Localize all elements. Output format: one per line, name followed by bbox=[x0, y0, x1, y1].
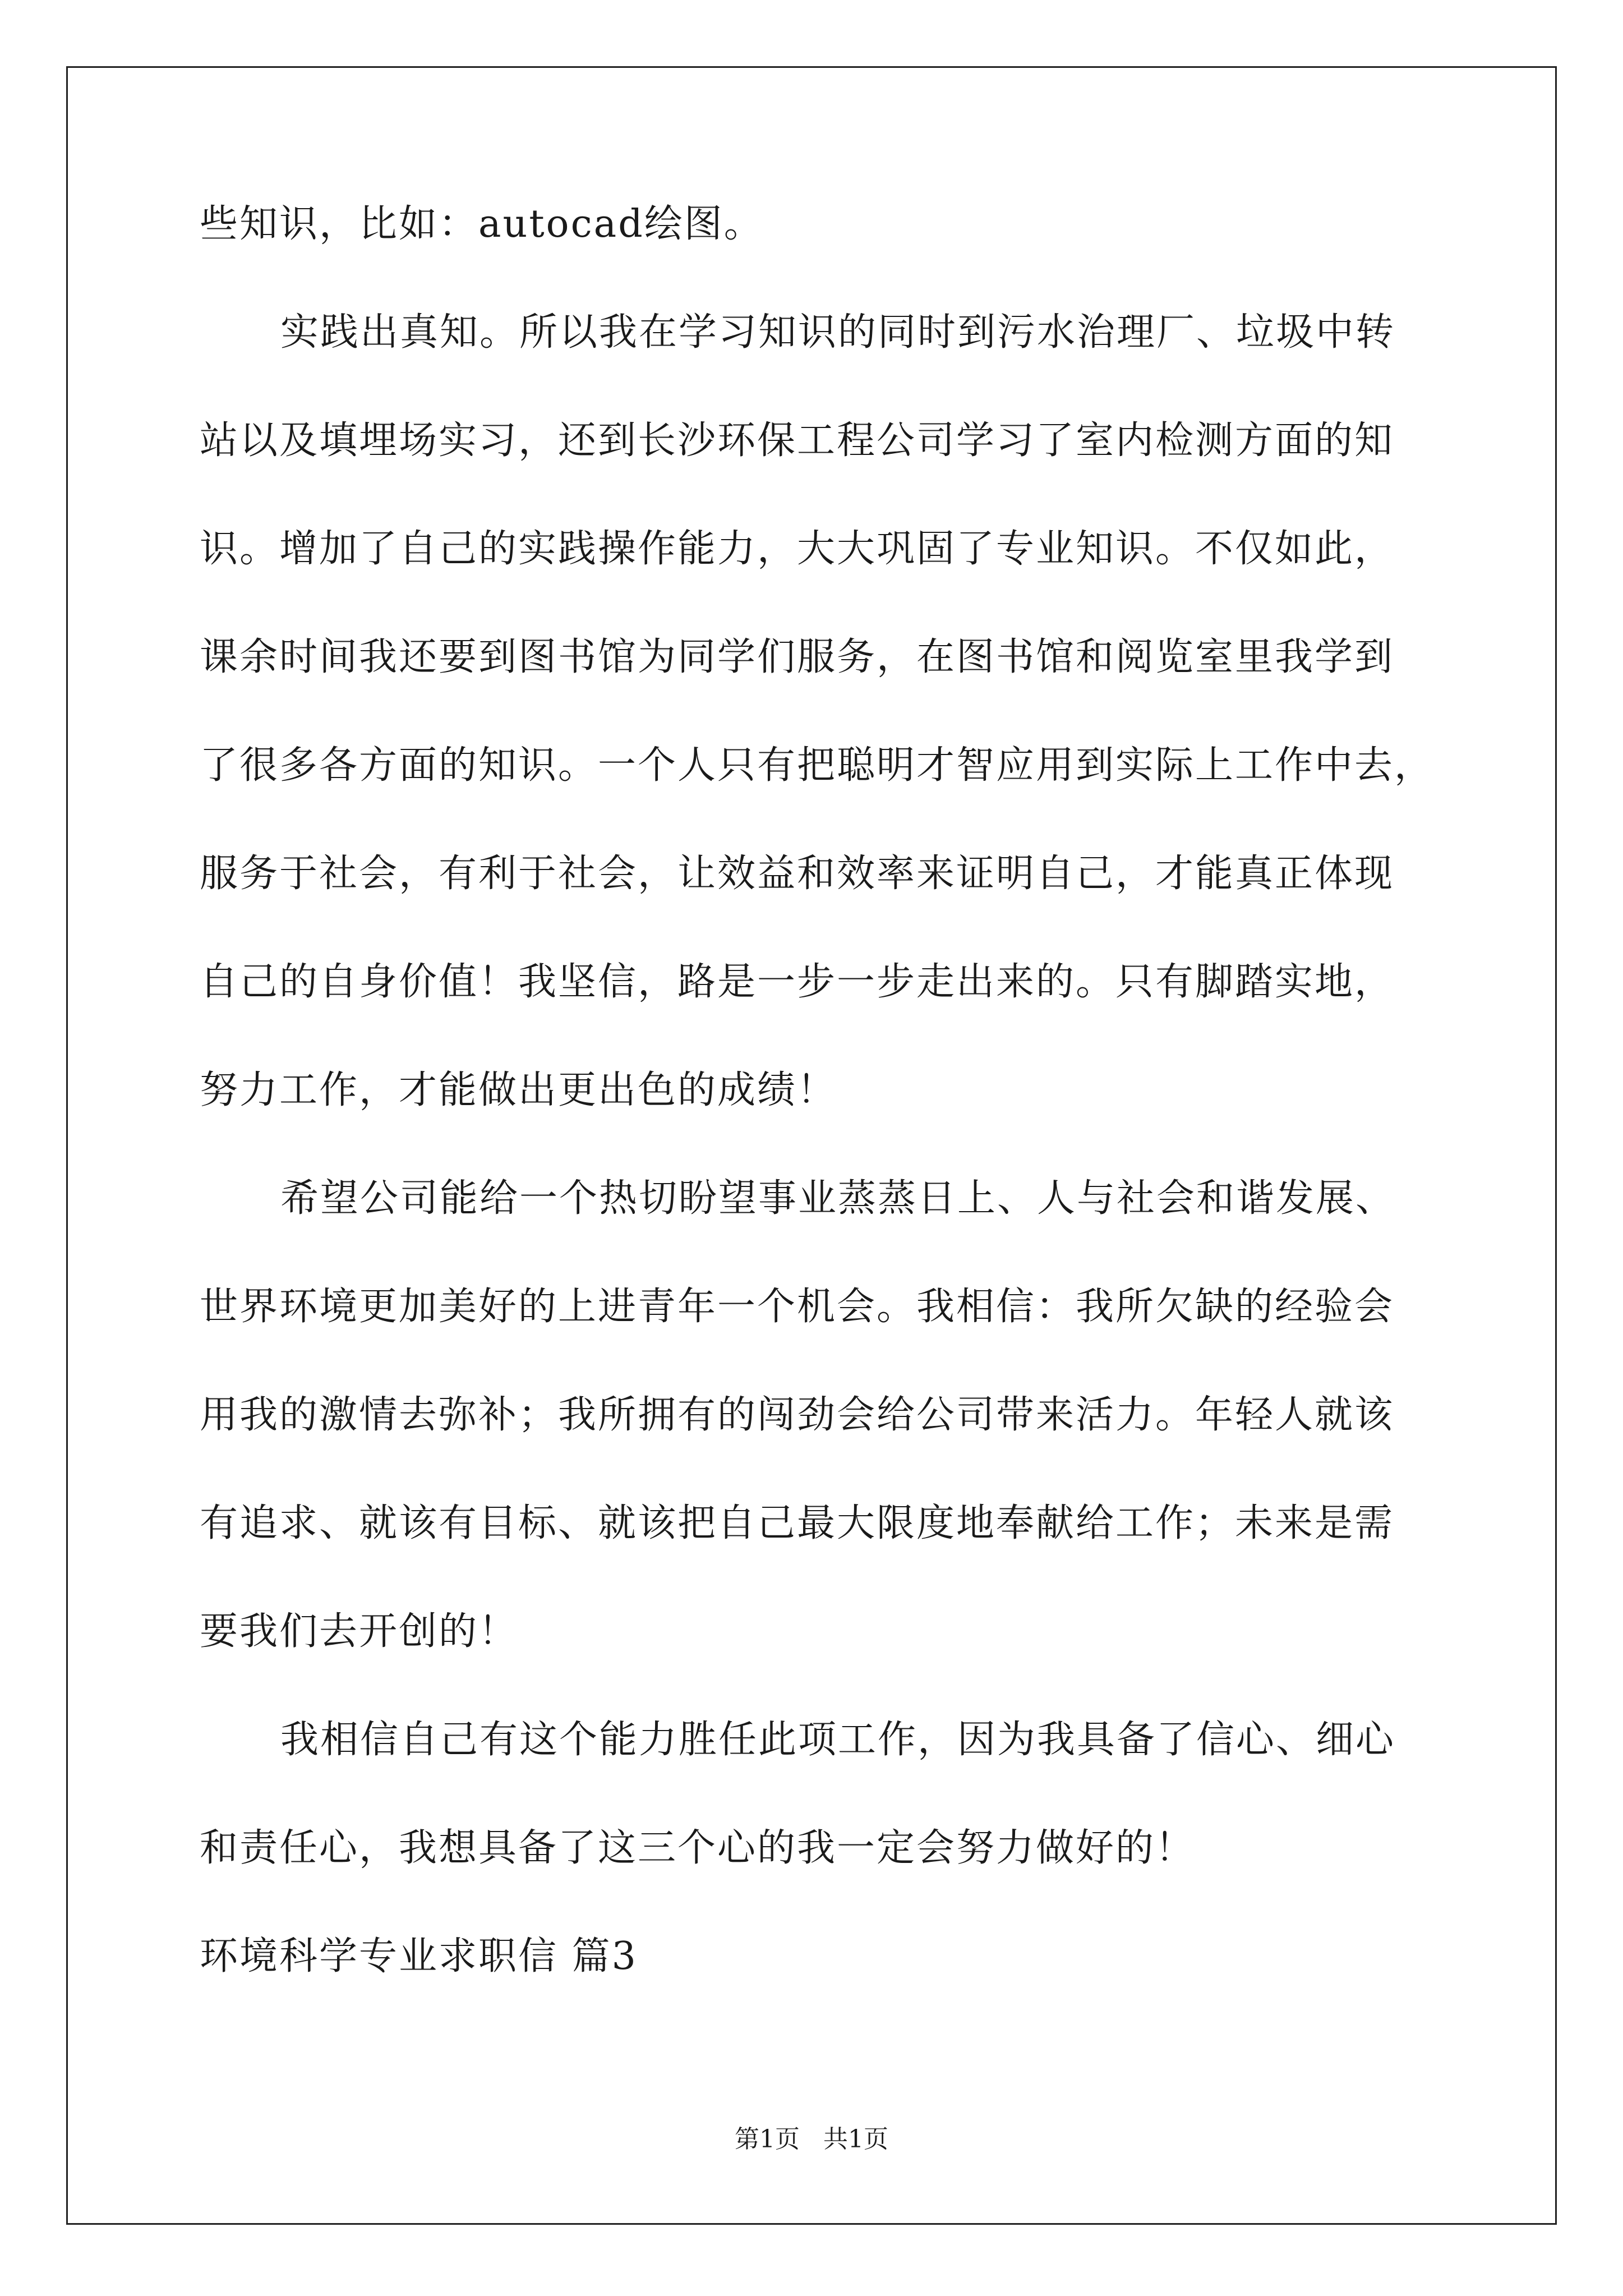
paragraph-start-line: 我相信自己有这个能力胜任此项工作，因为我具备了信心、细心 bbox=[280, 1718, 1396, 1762]
page-border bbox=[66, 66, 1557, 2225]
paragraph-start-line: 实践出真知。所以我在学习知识的同时到污水治理厂、垃圾中转 bbox=[280, 310, 1396, 355]
text-line: 些知识，比如：autocad绘图。 bbox=[200, 202, 764, 246]
text-line: 世界环境更加美好的上进青年一个机会。我相信：我所欠缺的经验会 bbox=[200, 1285, 1395, 1329]
text-line: 努力工作，才能做出更出色的成绩！ bbox=[200, 1068, 837, 1112]
section-heading: 环境科学专业求职信 篇3 bbox=[200, 1934, 638, 1978]
text-line: 识。增加了自己的实践操作能力，大大巩固了专业知识。不仅如此， bbox=[200, 527, 1395, 571]
text-line: 站以及填埋场实习，还到长沙环保工程公司学习了室内检测方面的知 bbox=[200, 418, 1395, 463]
paragraph-start-line: 希望公司能给一个热切盼望事业蒸蒸日上、人与社会和谐发展、 bbox=[280, 1176, 1396, 1221]
text-line: 课余时间我还要到图书馆为同学们服务，在图书馆和阅览室里我学到 bbox=[200, 635, 1395, 679]
text-line: 了很多各方面的知识。一个人只有把聪明才智应用到实际上工作中去， bbox=[200, 743, 1435, 788]
text-line: 服务于社会，有利于社会，让效益和效率来证明自己，才能真正体现 bbox=[200, 852, 1395, 896]
text-line: 自己的自身价值！我坚信，路是一步一步走出来的。只有脚踏实地， bbox=[200, 960, 1395, 1004]
text-line: 用我的激情去弥补；我所拥有的闯劲会给公司带来活力。年轻人就该 bbox=[200, 1393, 1395, 1437]
page-footer: 第1页 共1页 bbox=[735, 2125, 888, 2154]
text-line: 有追求、就该有目标、就该把自己最大限度地奉献给工作；未来是需 bbox=[200, 1501, 1395, 1545]
text-line: 要我们去开创的！ bbox=[200, 1609, 519, 1654]
text-line: 和责任心，我想具备了这三个心的我一定会努力做好的！ bbox=[200, 1826, 1196, 1870]
